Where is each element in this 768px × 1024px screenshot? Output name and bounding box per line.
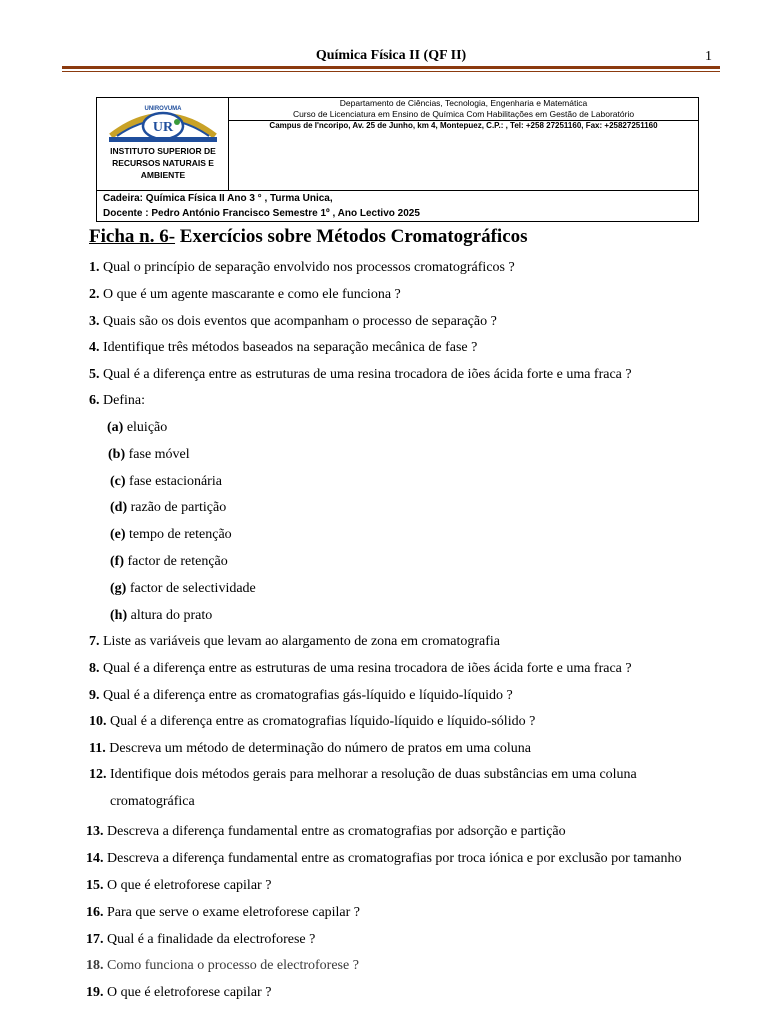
question-item [86, 878, 271, 894]
question-item [89, 767, 637, 783]
question-text: Defina: [99, 393, 145, 408]
question-number: 15. [86, 878, 104, 893]
question-number: (h) [110, 607, 128, 623]
question-text: eluição [123, 420, 168, 435]
question-item [89, 714, 535, 730]
question-text: O que é eletroforese capilar ? [103, 985, 272, 1000]
question-number: 1. [89, 260, 100, 275]
question-number: 19. [86, 985, 104, 1000]
svg-text:UNIROVUMA: UNIROVUMA [144, 106, 182, 112]
question-item [89, 741, 531, 757]
question-text: razão de partição [127, 500, 227, 516]
question-item [86, 824, 566, 840]
question-text: Qual é a diferença entre as cromatografias líquido-líquido e líquido-sólido ? [106, 714, 536, 729]
question-number: 18. [86, 958, 104, 973]
question-item [89, 661, 632, 677]
question-text: Descreva a diferença fundamental entre as cromatografias por adsorção e partição [103, 824, 566, 839]
campus-address: Campus de I'ncoripo, Av. 25 de Junho, km 4, Montepuez, C.P.: , Tel: +258 27251160, Fax: +25827251160 [269, 121, 658, 130]
question-number: 6. [89, 393, 100, 408]
question-text: Descreva a diferença fundamental entre as cromatografias por troca iónica e por exclusão por tamanho [103, 851, 682, 866]
question-item [86, 958, 359, 974]
question-text: tempo de retenção [125, 527, 232, 543]
question-text: fase estacionária [125, 473, 222, 489]
logo-cell [97, 98, 229, 190]
teacher-line: Docente : Pedro António Francisco Semestre 1º , Ano Lectivo 2025 [103, 208, 420, 219]
question-item [108, 447, 190, 463]
question-number: 13. [86, 824, 104, 839]
question-item [89, 393, 145, 409]
question-item [89, 260, 515, 276]
question-item [89, 287, 401, 303]
sheet-title-text: Exercícios sobre Métodos Cromatográficos [175, 226, 528, 247]
question-text: Qual é a finalidade da electroforese ? [103, 932, 316, 947]
question-item [89, 367, 632, 383]
question-item [110, 554, 228, 570]
question-number: (a) [107, 420, 124, 435]
question-item [86, 905, 360, 921]
question-text: fase móvel [125, 446, 190, 462]
question-number: (g) [110, 580, 127, 596]
question-number: 8. [89, 661, 100, 676]
question-number: 2. [89, 287, 100, 302]
question-number: 12. [89, 767, 107, 782]
sheet-number: Ficha n. 6- [89, 226, 176, 247]
header-rule-thin [62, 71, 720, 72]
course-info [97, 190, 698, 223]
question-number: 9. [89, 688, 100, 703]
question-number: 16. [86, 905, 104, 920]
question-text: Como funciona o processo de electroforese ? [103, 958, 359, 973]
question-text: altura do prato [127, 607, 213, 623]
question-number: 17. [86, 932, 104, 947]
question-item [110, 527, 232, 543]
institution-name: INSTITUTO SUPERIOR DE RECURSOS NATURAIS E AMBIENTE [110, 146, 216, 180]
question-text: Quais são os dois eventos que acompanham o processo de separação ? [99, 314, 497, 329]
question-number: (c) [110, 473, 126, 489]
question-item [110, 794, 195, 810]
question-item [110, 581, 256, 597]
question-text: Qual é a diferença entre as estruturas de uma resina trocadora de iões ácida forte e uma fraca ? [99, 661, 632, 676]
svg-text:UR: UR [152, 120, 174, 135]
course-line: Cadeira: Química Física II Ano 3 ° , Turma Unica, [103, 193, 333, 204]
question-number: 4. [89, 340, 100, 355]
question-text: cromatográfica [110, 794, 195, 809]
question-item [89, 688, 513, 704]
question-text: Qual o princípio de separação envolvido nos processos cromatográficos ? [99, 260, 515, 275]
question-number: 14. [86, 851, 104, 866]
question-number: 11. [89, 741, 106, 756]
question-text: Qual é a diferença entre as estruturas de uma resina trocadora de iões ácida forte e uma fraca ? [99, 367, 632, 382]
header-title: Química Física II (QF II) [315, 48, 467, 63]
question-text: Identifique dois métodos gerais para melhorar a resolução de duas substâncias em uma coluna [106, 767, 637, 782]
question-item [110, 500, 226, 516]
question-number: 7. [89, 634, 100, 649]
sheet-title [89, 226, 528, 248]
question-number: (b) [108, 446, 126, 462]
question-item [86, 985, 271, 1001]
institution-logo [103, 102, 223, 144]
question-item [86, 851, 682, 867]
question-item [110, 608, 212, 624]
question-text: Liste as variáveis que levam ao alargamento de zona em cromatografia [99, 634, 501, 649]
question-item [89, 314, 497, 330]
question-number: 5. [89, 367, 100, 382]
question-text: factor de selectividade [126, 580, 256, 596]
question-item [107, 420, 167, 436]
department-block [229, 98, 698, 121]
question-number: 10. [89, 714, 107, 729]
question-text: O que é eletroforese capilar ? [103, 878, 272, 893]
question-number: (f) [110, 554, 124, 569]
question-text: Descreva um método de determinação do número de pratos em uma coluna [105, 741, 532, 756]
question-number: (d) [110, 500, 128, 516]
question-item [89, 340, 477, 356]
question-item [110, 474, 222, 490]
question-item [89, 634, 500, 650]
question-text: Identifique três métodos baseados na separação mecânica de fase ? [99, 340, 478, 355]
question-text: Para que serve o exame eletroforese capilar ? [103, 905, 361, 920]
question-text: Qual é a diferença entre as cromatografias gás-líquido e líquido-líquido ? [99, 688, 513, 703]
question-text: factor de retenção [124, 554, 228, 569]
page-number: 1 [705, 49, 712, 64]
question-number: (e) [110, 527, 126, 543]
department-name: Departamento de Ciências, Tecnologia, Engenharia e Matemática [339, 98, 588, 108]
institution-box [96, 97, 699, 222]
question-item [86, 932, 315, 948]
course-name: Curso de Licenciatura em Ensino de Química Com Habilitações em Gestão de Laboratório [292, 109, 635, 119]
question-text: O que é um agente mascarante e como ele funciona ? [99, 287, 401, 302]
header-rule-thick [62, 66, 720, 69]
question-number: 3. [89, 314, 100, 329]
